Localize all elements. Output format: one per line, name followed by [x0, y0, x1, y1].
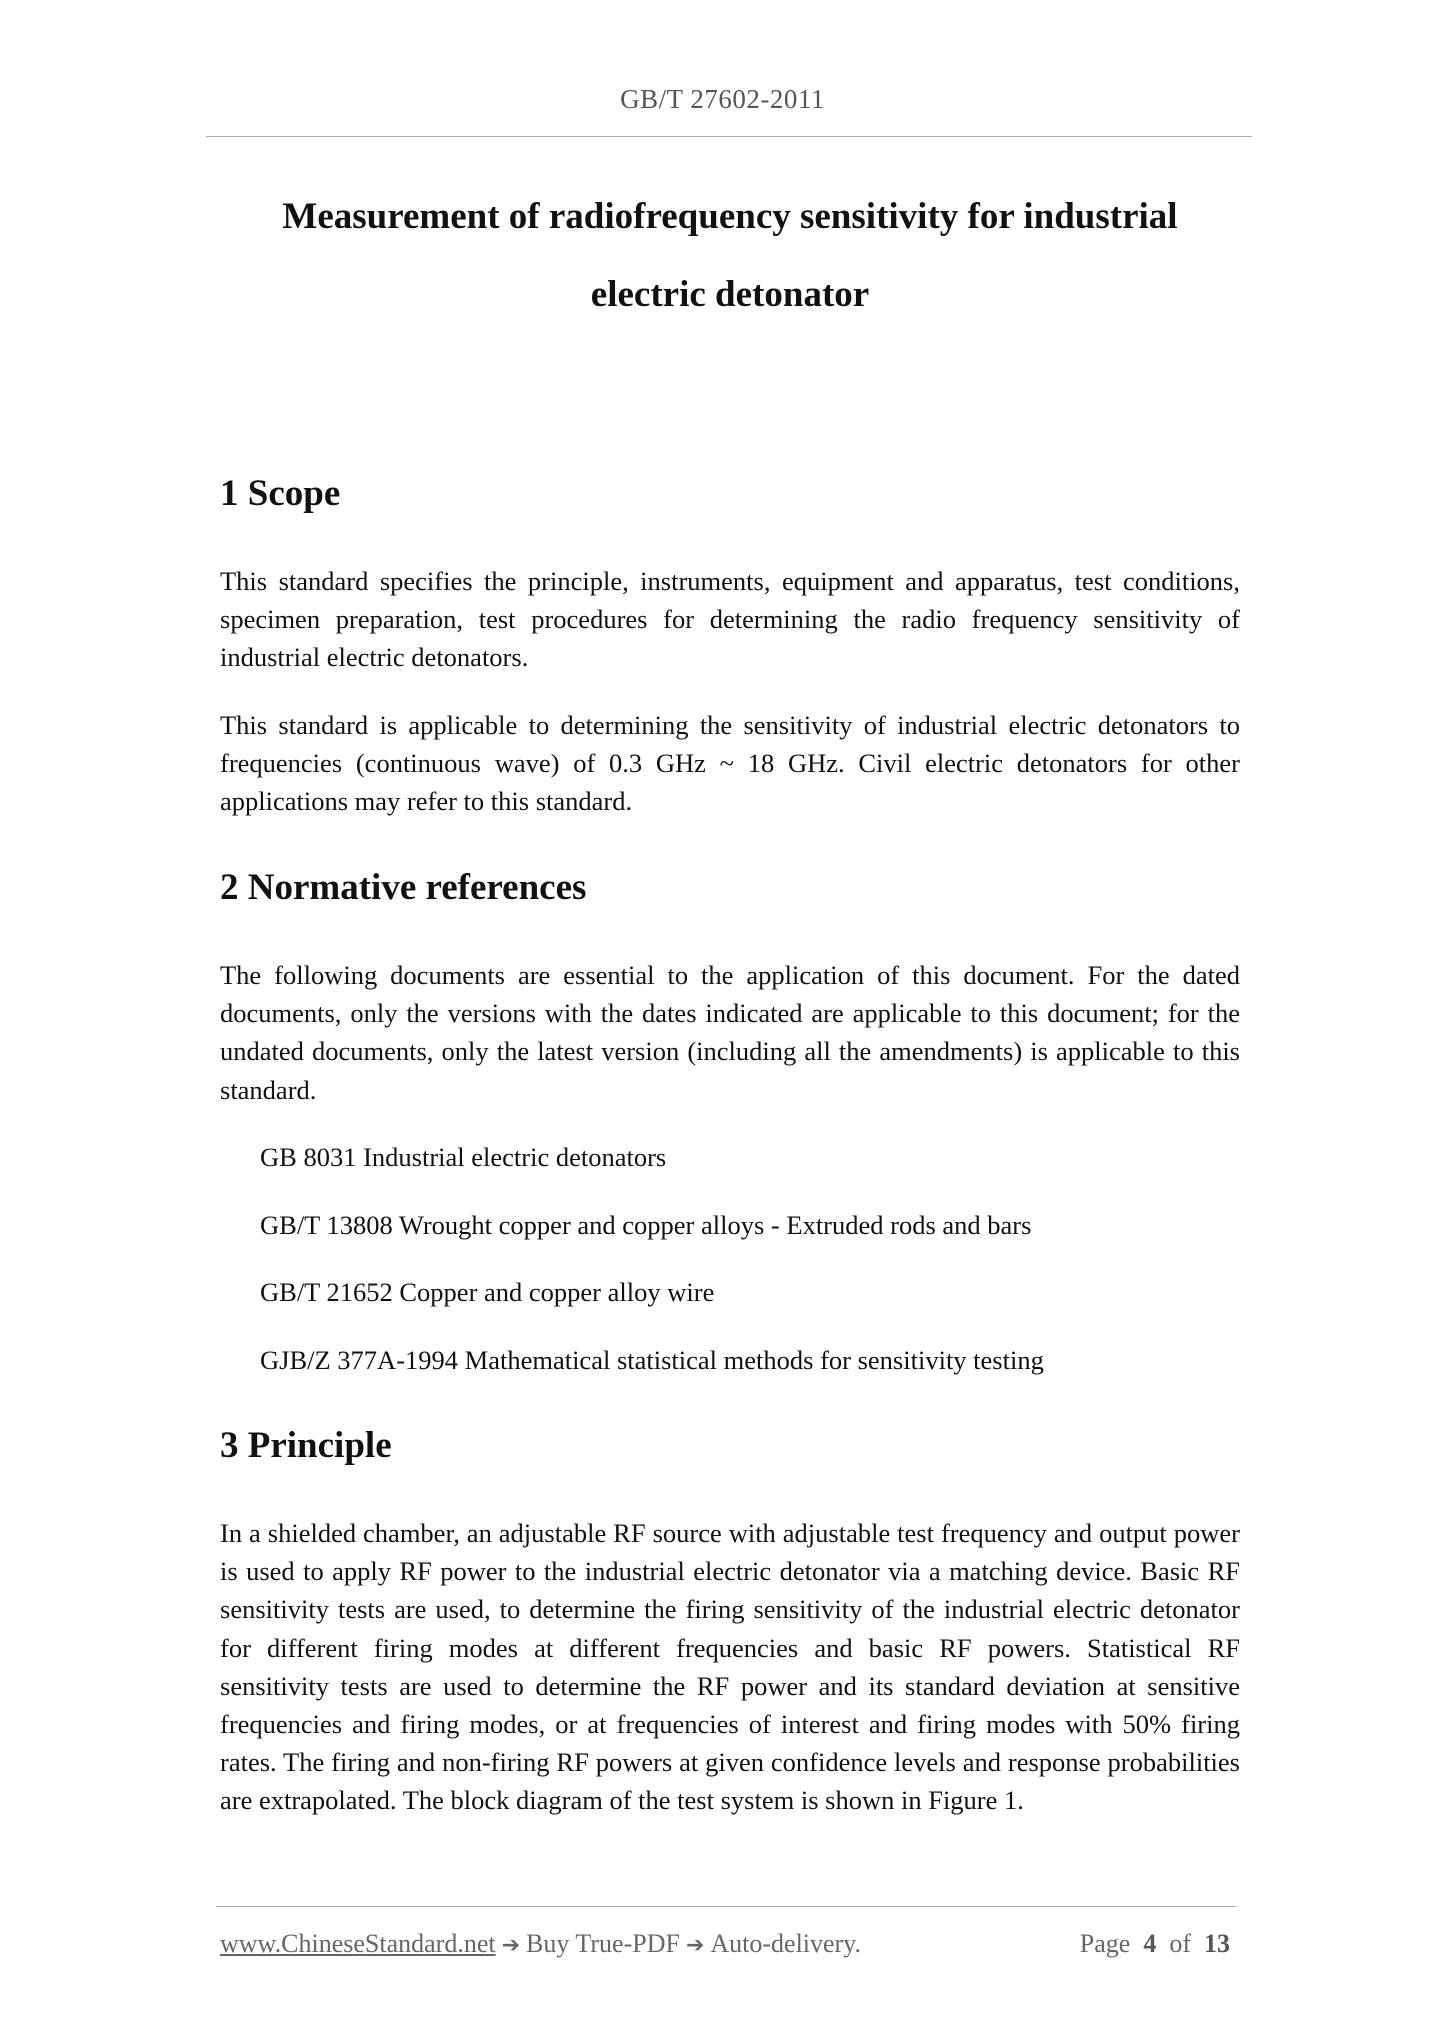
reference-item: GB/T 21652 Copper and copper alloy wire	[260, 1277, 715, 1307]
reference-item: GB/T 13808 Wrought copper and copper alloys - Extruded rods and bars	[260, 1209, 1032, 1240]
page-footer	[220, 1926, 1230, 1964]
reference-item: GB 8031 Industrial electric detonators	[260, 1142, 667, 1172]
normative-reference-list	[260, 1138, 1044, 1408]
chinese-standard-link[interactable]: www.ChineseStandard.net	[220, 1929, 496, 1958]
document-title-line-2: electric detonator	[590, 274, 870, 315]
section-heading-scope: 1 Scope	[220, 473, 341, 514]
current-page-number: 4	[1143, 1929, 1157, 1958]
right-arrow-icon: ➔	[501, 1933, 521, 1958]
scope-paragraph-2: This standard is applicable to determining the sensitivity of industrial electric detonators to frequencies (continuous wave) of 0.3 GHz ~ 18 GHz. Civil electric detonators for other applications may refer to this standard.	[220, 710, 1240, 817]
footer-divider	[216, 1906, 1236, 1907]
reference-item: GJB/Z 377A-1994 Mathematical statistical methods for sensitivity testing	[260, 1344, 1044, 1375]
right-arrow-icon: ➔	[685, 1933, 705, 1958]
header-divider	[206, 136, 1252, 137]
scope-paragraph-1: This standard specifies the principle, instruments, equipment and apparatus, test conditions, specimen preparation, test procedures for determining the radio frequency sensitivity of industrial electric detonators.	[220, 566, 1240, 673]
page-number	[1080, 1926, 1230, 1962]
document-title	[200, 178, 1260, 334]
page-of-label: of	[1169, 1929, 1191, 1958]
section-heading-normative-references: 2 Normative references	[220, 867, 587, 908]
auto-delivery-text: Auto-delivery.	[710, 1929, 862, 1958]
document-title-line-1: Measurement of radiofrequency sensitivity for industrial	[282, 196, 1178, 237]
document-code-header: GB/T 27602-2011	[620, 84, 825, 114]
page-label: Page	[1079, 1929, 1131, 1958]
buy-true-pdf-text: Buy True-PDF	[526, 1929, 680, 1958]
total-page-count: 13	[1204, 1929, 1230, 1958]
section-heading-principle: 3 Principle	[220, 1425, 392, 1466]
normative-paragraph-1: The following documents are essential to the application of this document. For the dated documents, only the versions with the dates indicated are applicable to this document; for the undated documents, only the latest version (including all the amendments) is applicable to this standard.	[220, 960, 1240, 1105]
principle-paragraph-1: In a shielded chamber, an adjustable RF source with adjustable test frequency and output power is used to apply RF power to the industrial electric detonator via a matching device. Basic RF sensitivity tests are used, to determine the firing sensitivity of the industrial electric detonator for different firing modes at different frequencies and basic RF powers. Statistical RF sensitivity tests are used to determine the RF power and its standard deviation at sensitive frequencies and firing modes, or at frequencies of interest and firing modes with 50% firing rates. The firing and non-firing RF powers at given confidence levels and response probabilities are extrapolated. The block diagram of the test system is shown in Figure 1.	[220, 1518, 1240, 1816]
